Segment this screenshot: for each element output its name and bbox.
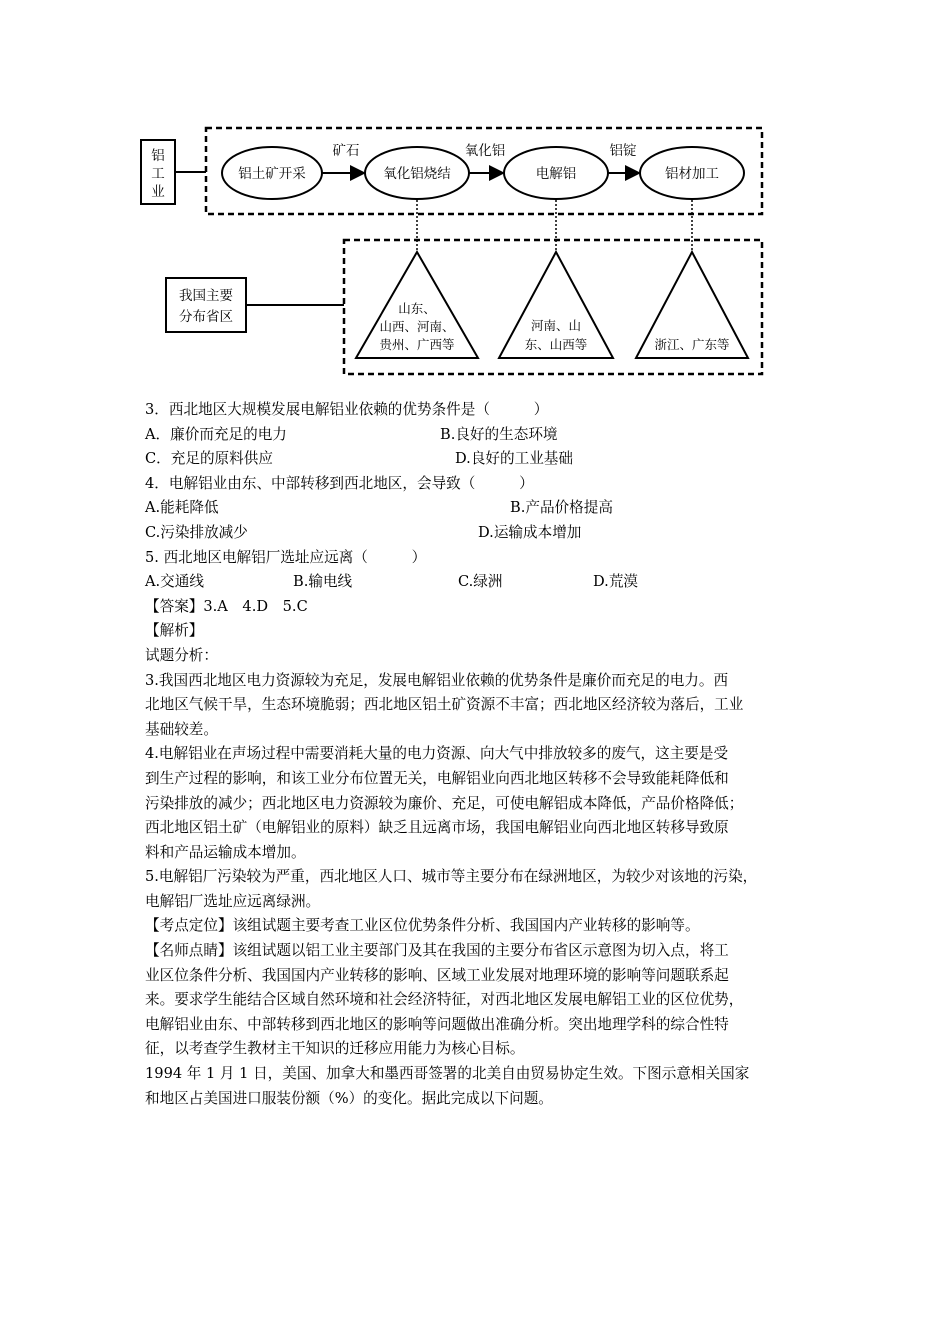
explanation-5-line: 5.电解铝厂污染较为严重，西北地区人口、城市等主要分布在绿洲地区，为较少对该地的污染， — [145, 868, 758, 886]
analysis-intro: 试题分析： — [145, 646, 218, 664]
next-intro-line: 1994 年 1 月 1 日，美国、加拿大和墨西哥签署的北美自由贸易协定生效。下图示意相关国家 — [145, 1065, 750, 1083]
explanation-4-line: 到生产过程的影响，和该工业分布位置无关，电解铝业向西北地区转移不会导致能耗降低和 — [145, 769, 729, 787]
kaodian-note: 【考点定位】该组试题主要考查工业区位优势条件分析、我国国内产业转移的影响等。 — [145, 917, 700, 935]
region-text: 山西、河南、 — [379, 319, 455, 334]
option-a: A.交通线 — [145, 573, 204, 591]
analysis-heading: 【解析】 — [145, 622, 204, 640]
industry-label-char: 工 — [151, 166, 165, 182]
region-text: 河南、山 — [530, 318, 582, 333]
industry-label-char: 业 — [151, 184, 165, 200]
option-c: C.绿洲 — [458, 573, 503, 591]
mingshi-line: 【名师点睛】该组试题以铝工业主要部门及其在我国的主要分布省区示意图为切入点，将工 — [145, 942, 729, 960]
answer: 【答案】3.A 4.D 5.C — [145, 597, 308, 615]
question-4-stem: 4．电解铝业由东、中部转移到西北地区，会导致（ ） — [145, 474, 534, 492]
explanation-4-line: 4.电解铝业在声场过程中需要消耗大量的电力资源、向大气中排放较多的废气，这主要是受 — [145, 745, 729, 763]
region-text: 贵州、广西等 — [379, 337, 455, 352]
option-a: A．廉价而充足的电力 — [145, 425, 287, 443]
mingshi-line: 征，以考查学生教材主干知识的迁移应用能力为核心目标。 — [145, 1040, 525, 1058]
explanation-3-line: 基础较差。 — [145, 720, 218, 738]
region-text: 山东、 — [398, 301, 436, 316]
option-b: B.良好的生态环境 — [440, 425, 558, 443]
explanation-4-line: 西北地区铝土矿（电解铝业的原料）缺乏且远离市场，我国电解铝业向西北地区转移导致原 — [145, 819, 729, 837]
question-3-stem: 3．西北地区大规模发展电解铝业依赖的优势条件是（ ） — [145, 401, 549, 418]
option-d: D.荒漠 — [593, 573, 639, 591]
explanation-3-line: 北地区气候干旱，生态环境脆弱；西北地区铝土矿资源不丰富；西北地区经济较为落后，工业 — [145, 696, 744, 714]
region-label-line: 分布省区 — [179, 309, 233, 325]
question-content — [145, 398, 825, 1111]
industry-label-char: 铝 — [151, 148, 165, 164]
question-4-options — [145, 496, 825, 521]
option-d: D.良好的工业基础 — [455, 450, 573, 468]
option-c: C.污染排放减少 — [145, 523, 248, 541]
next-intro-line: 和地区占美国进口服装份额（%）的变化。据此完成以下问题。 — [145, 1089, 553, 1107]
stage-label: 铝材加工 — [665, 166, 719, 182]
option-b: B.输电线 — [293, 573, 353, 591]
question-5-options — [145, 570, 825, 595]
option-d: D.运输成本增加 — [478, 523, 582, 541]
mingshi-line: 电解铝业由东、中部转移到西北地区的影响等问题做出准确分析。突出地理学科的综合性特 — [145, 1015, 729, 1033]
option-b: B.产品价格提高 — [510, 499, 613, 517]
stage-label: 电解铝 — [535, 166, 577, 182]
flow-label: 铝锭 — [609, 143, 637, 159]
question-4-options — [145, 521, 825, 546]
option-c: C．充足的原料供应 — [145, 450, 273, 468]
explanation-4-line: 料和产品运输成本增加。 — [145, 843, 306, 861]
region-label-line: 我国主要 — [179, 288, 233, 304]
question-3-options — [145, 423, 825, 448]
stage-label: 铝土矿开采 — [238, 166, 306, 182]
flow-label: 氧化铝 — [464, 143, 506, 159]
mingshi-line: 业区位条件分析、我国国内产业转移的影响、区域工业发展对地理环境的影响等问题联系起 — [145, 966, 729, 984]
question-5-stem: 5. 西北地区电解铝厂选址应远离（ ） — [145, 548, 427, 566]
region-text: 东、山西等 — [524, 337, 588, 352]
flow-label: 矿石 — [332, 143, 360, 159]
mingshi-line: 来。要求学生能结合区域自然环境和社会经济特征，对西北地区发展电解铝工业的区位优势， — [145, 991, 744, 1009]
explanation-5-line: 电解铝厂选址应远离绿洲。 — [145, 892, 321, 910]
option-a: A.能耗降低 — [145, 499, 219, 517]
aluminum-industry-diagram — [136, 118, 776, 380]
explanation-4-line: 污染排放的减少；西北地区电力资源较为廉价、充足，可使电解铝成本降低，产品价格降低； — [145, 794, 744, 812]
question-3-options — [145, 447, 825, 472]
stage-label: 氧化铝烧结 — [383, 166, 451, 182]
explanation-3-line: 3.我国西北地区电力资源较为充足，发展电解铝业依赖的优势条件是廉价而充足的电力。西 — [145, 671, 729, 689]
region-text: 浙江、广东等 — [654, 337, 730, 352]
